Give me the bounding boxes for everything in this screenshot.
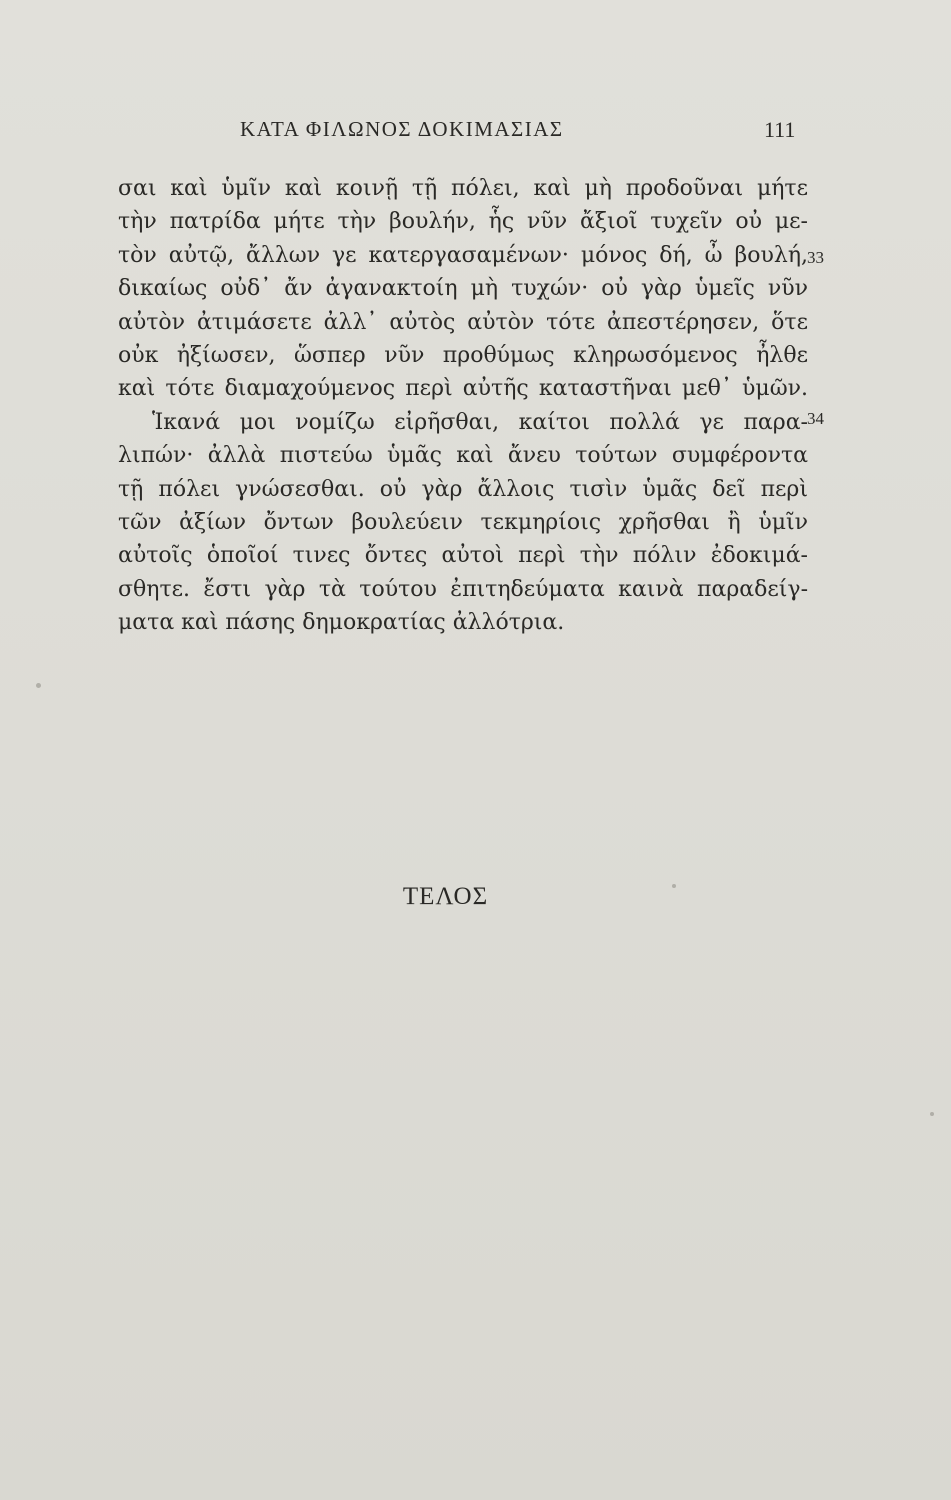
- text-line: οὐκ ἠξίωσεν, ὥσπερ νῦν προθύμως κληρωσόμενος ἦλθε: [118, 342, 808, 368]
- paper-speck: [672, 884, 676, 888]
- text-line: δικαίως οὐδ᾽ ἄν ἀγανακτοίη μὴ τυχών· οὐ γὰρ ὑμεῖς νῦν: [118, 276, 808, 302]
- text-line: τῇ πόλει γνώσεσθαι. οὐ γὰρ ἄλλοις τισὶν ὑμᾶς δεῖ περὶ: [118, 476, 808, 502]
- text-line: τὴν πατρίδα μήτε τὴν βουλήν, ἧς νῦν ἄξιοῖ τυχεῖν οὐ με-: [118, 209, 808, 235]
- section-marker-33: 33: [807, 248, 824, 267]
- end-mark: ΤΕΛΟΣ: [402, 883, 489, 910]
- text-line: ματα καὶ πάσης δημοκρατίας ἀλλότρια.: [118, 610, 565, 636]
- paper-speck: [930, 1112, 934, 1116]
- text-line: αὐτὸν ἀτιμάσετε ἀλλ᾽ αὐτὸς αὐτὸν τότε ἀπεστέρησεν, ὅτε: [118, 309, 808, 335]
- text-line: Ἱκανά μοι νομίζω εἰρῆσθαι, καίτοι πολλά γε παρα-: [152, 409, 808, 435]
- running-head: [0, 117, 951, 151]
- text-line: σαι καὶ ὑμῖν καὶ κοινῇ τῇ πόλει, καὶ μὴ προδοῦναι μήτε: [118, 176, 808, 201]
- paper-speck: [36, 683, 41, 688]
- text-line: αὐτοῖς ὁποῖοί τινες ὄντες αὐτοὶ περὶ τὴν πόλιν ἐδοκιμά-: [118, 543, 808, 569]
- text-line: τὸν αὐτῷ, ἄλλων γε κατεργασαμένων· μόνος δή, ὦ βουλή,: [118, 242, 808, 268]
- text-line: καὶ τότε διαμαχούμενος περὶ αὐτῆς καταστῆναι μεθ᾽ ὑμῶν.: [118, 376, 808, 402]
- body-text: [118, 172, 808, 639]
- text-line: τῶν ἀξίων ὄντων βουλεύειν τεκμηρίοις χρῆσθαι ἢ ὑμῖν: [118, 509, 808, 535]
- running-title: ΚΑΤΑ ΦΙΛΩΝΟΣ ΔΟΚΙΜΑΣΙΑΣ: [240, 117, 564, 141]
- section-marker-34: 34: [807, 409, 824, 428]
- page-number: 111: [764, 117, 796, 142]
- text-line: σθητε. ἔστι γὰρ τὰ τούτου ἐπιτηδεύματα καινὰ παραδείγ-: [118, 576, 808, 602]
- text-line: λιπών· ἀλλὰ πιστεύω ὑμᾶς καὶ ἄνευ τούτων συμφέροντα: [118, 443, 808, 469]
